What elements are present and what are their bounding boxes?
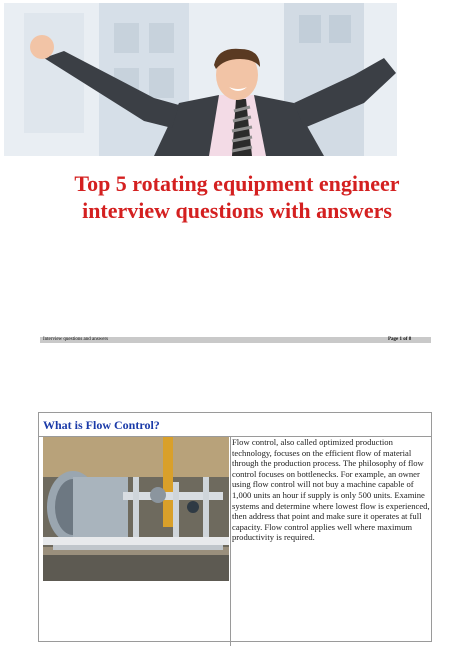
flow-control-machinery-photo [43,437,229,581]
hero-photo [4,3,397,156]
title-line-1: Top 5 rotating equipment engineer [74,171,400,196]
section-body-text: Flow control, also called optimized production technology, focuses on the efficient flow of material through the production process. The philosophy of flow control focuses on bottlenecks. For example, an owner using flow control will not buy a machine capable of 1,000 units an hour if supply is only 500 units. Examine systems and determine where lowest flow is experienced, then address that point and make sure it operates at full capacity. Flow control applies well where maximum productivity is required. [232,437,430,543]
column-divider [230,436,231,646]
header-bar-left-text: Interview questions and answers [43,337,109,342]
title-line-2: interview questions with answers [82,198,392,223]
document-title [0,170,474,224]
machinery-illustration [43,437,229,581]
header-bar-page-number: Page 1 of 8 [388,337,412,342]
businessman-celebrating-illustration [4,3,397,156]
section-heading: What is Flow Control? [39,413,431,437]
content-section [38,412,432,642]
